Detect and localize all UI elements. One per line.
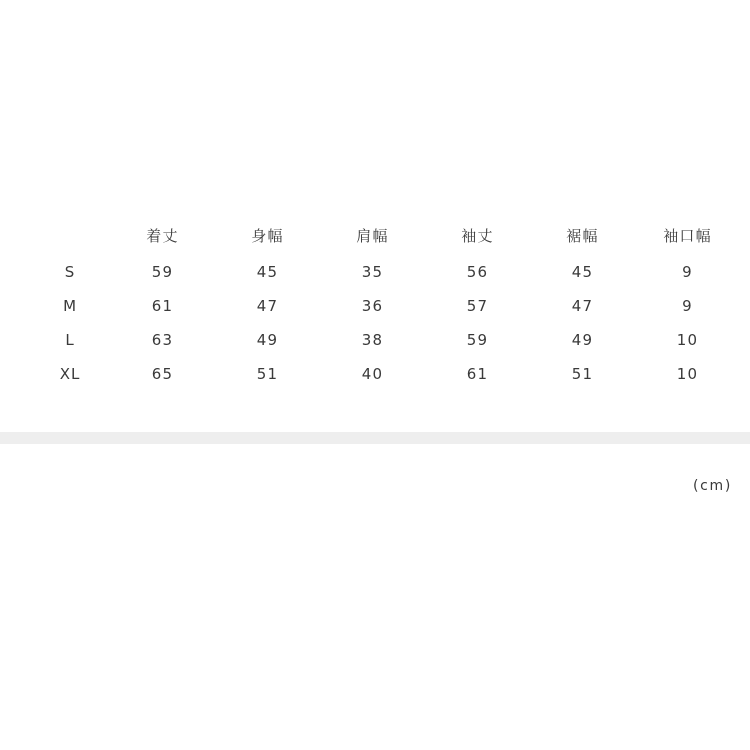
cell-l-chest-width: 49 bbox=[256, 331, 279, 349]
size-table bbox=[30, 215, 740, 391]
row-label-s: S bbox=[64, 263, 76, 281]
column-header-cuff-width: 袖口幅 bbox=[663, 226, 712, 245]
cell-s-cuff-width: 9 bbox=[682, 263, 693, 281]
size-table-body bbox=[30, 255, 740, 391]
cell-xl-sleeve-length: 61 bbox=[466, 365, 489, 383]
cell-m-sleeve-length: 57 bbox=[466, 297, 489, 315]
cell-m-cuff-width: 9 bbox=[682, 297, 693, 315]
cell-l-hem-width: 49 bbox=[571, 331, 594, 349]
cell-m-hem-width: 47 bbox=[571, 297, 594, 315]
size-table-header bbox=[30, 215, 740, 255]
cell-xl-shoulder-width: 40 bbox=[361, 365, 384, 383]
cell-xl-cuff-width: 10 bbox=[676, 365, 699, 383]
table-row bbox=[30, 289, 740, 323]
cell-s-hem-width: 45 bbox=[571, 263, 594, 281]
cell-s-shoulder-width: 35 bbox=[361, 263, 384, 281]
table-row bbox=[30, 255, 740, 289]
cell-xl-length: 65 bbox=[151, 365, 174, 383]
cell-xl-hem-width: 51 bbox=[571, 365, 594, 383]
cell-s-sleeve-length: 56 bbox=[466, 263, 489, 281]
unit-note: (cm) bbox=[693, 478, 732, 494]
row-label-l: L bbox=[65, 331, 75, 349]
table-row bbox=[30, 357, 740, 391]
header-row bbox=[30, 215, 740, 255]
cell-xl-chest-width: 51 bbox=[256, 365, 279, 383]
cell-s-length: 59 bbox=[151, 263, 174, 281]
column-header-shoulder-width: 肩幅 bbox=[356, 226, 389, 245]
corner-cell bbox=[30, 215, 110, 255]
column-header-sleeve-length: 袖丈 bbox=[461, 226, 494, 245]
cell-m-chest-width: 47 bbox=[256, 297, 279, 315]
row-label-m: M bbox=[63, 297, 77, 315]
section-divider bbox=[0, 432, 750, 444]
cell-s-chest-width: 45 bbox=[256, 263, 279, 281]
column-header-length: 着丈 bbox=[146, 226, 179, 245]
cell-l-length: 63 bbox=[151, 331, 174, 349]
cell-l-sleeve-length: 59 bbox=[466, 331, 489, 349]
table-row bbox=[30, 323, 740, 357]
cell-m-length: 61 bbox=[151, 297, 174, 315]
cell-m-shoulder-width: 36 bbox=[361, 297, 384, 315]
row-label-xl: XL bbox=[59, 365, 81, 383]
cell-l-cuff-width: 10 bbox=[676, 331, 699, 349]
column-header-chest-width: 身幅 bbox=[251, 226, 284, 245]
cell-l-shoulder-width: 38 bbox=[361, 331, 384, 349]
column-header-hem-width: 裾幅 bbox=[566, 226, 599, 245]
